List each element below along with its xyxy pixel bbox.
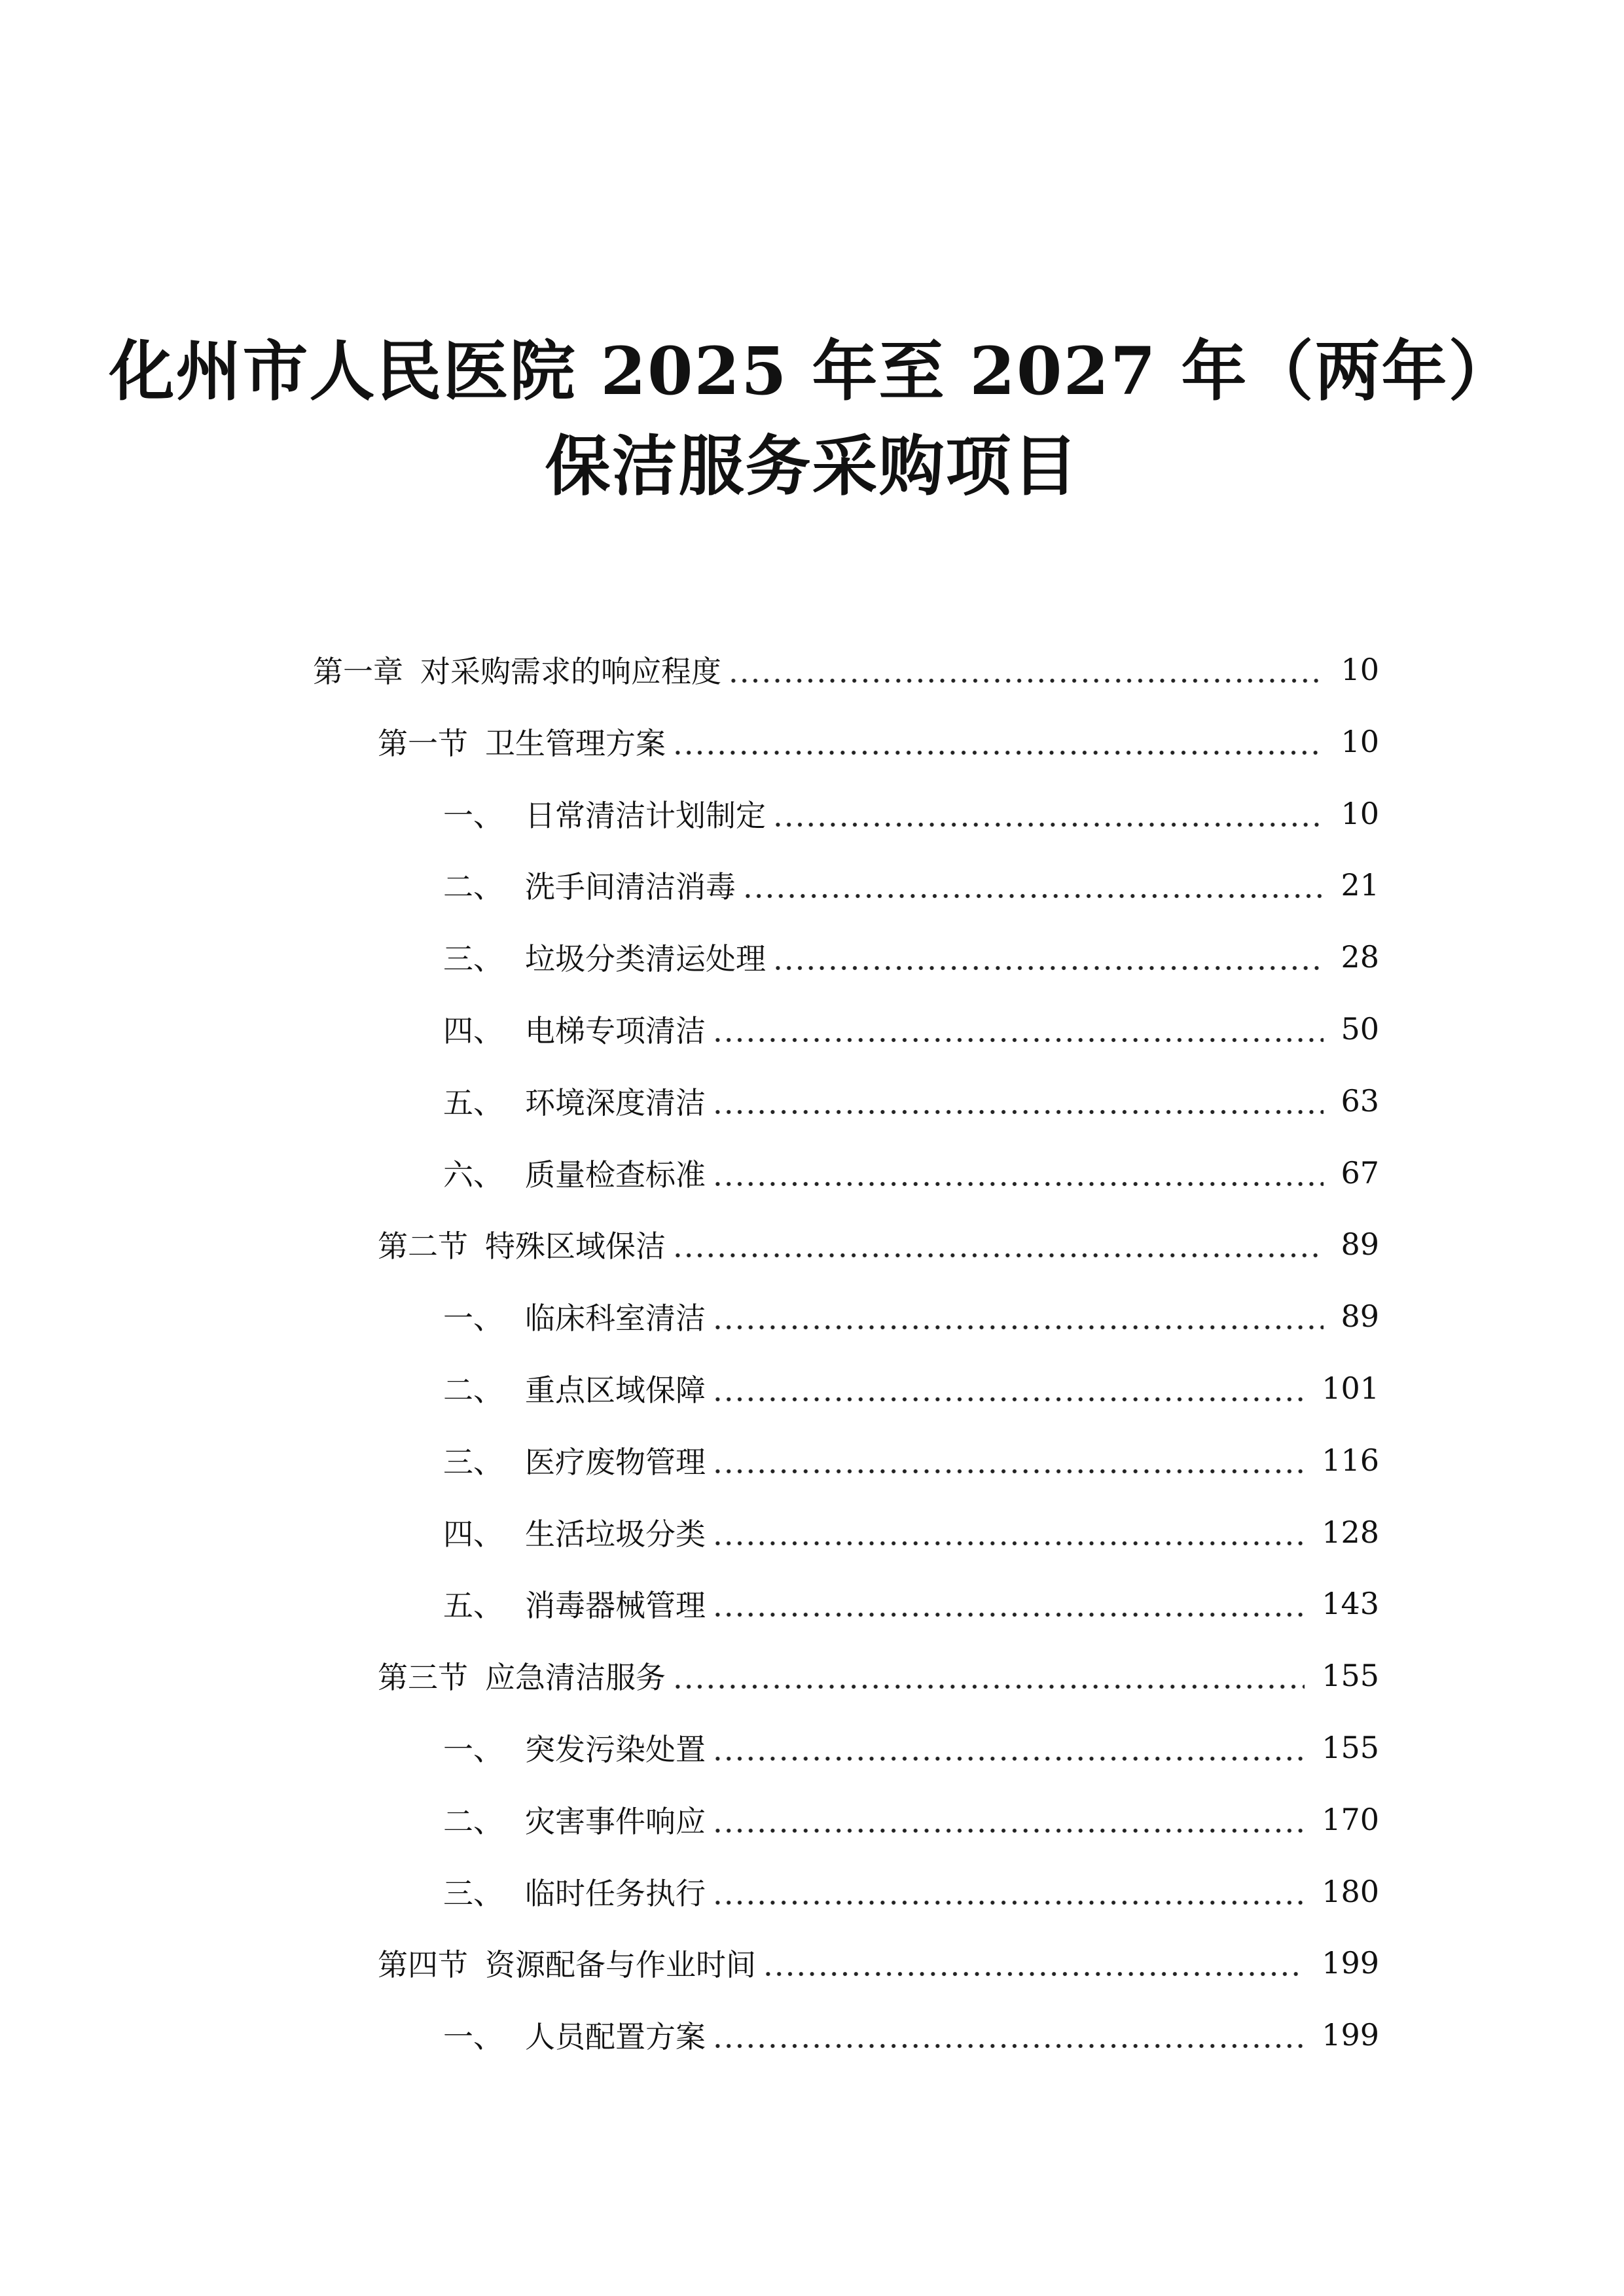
title-line-1: 化州市人民医院 2025 年至 2027 年（两年） xyxy=(109,332,1515,410)
toc-dot-leader xyxy=(712,1876,1305,1907)
toc-entry-label: 重点区域保障 xyxy=(525,1372,706,1408)
toc-entry[interactable] xyxy=(443,1568,1379,1640)
toc-entry-number: 二、 xyxy=(443,1372,503,1408)
toc-entry-label: 垃圾分类清运处理 xyxy=(525,941,766,977)
toc-dot-leader xyxy=(712,1445,1305,1475)
toc-dot-leader xyxy=(712,1373,1305,1403)
toc-dot-leader xyxy=(672,1229,1324,1259)
toc-entry[interactable] xyxy=(443,778,1379,850)
toc-dot-leader xyxy=(772,798,1324,829)
toc-entry-page-number: 89 xyxy=(1341,1299,1379,1335)
toc-entry-number: 三、 xyxy=(443,1444,503,1480)
toc-entry-label: 突发污染处置 xyxy=(525,1732,706,1767)
toc-entry-label: 卫生管理方案 xyxy=(485,725,666,761)
toc-entry-page-number: 28 xyxy=(1341,939,1379,975)
document-title xyxy=(0,324,1624,514)
toc-entry-number: 一、 xyxy=(443,2019,503,2055)
toc-entry-number: 三、 xyxy=(443,1875,503,1911)
toc-dot-leader xyxy=(672,726,1324,757)
toc-dot-leader xyxy=(742,870,1324,900)
toc-entry-page-number: 199 xyxy=(1322,2017,1379,2053)
toc-entry[interactable] xyxy=(443,1352,1379,1424)
title-line-2: 保洁服务采购项目 xyxy=(545,427,1079,505)
toc-entry[interactable] xyxy=(443,1280,1379,1352)
toc-entry-page-number: 180 xyxy=(1322,1873,1379,1909)
toc-entry-number: 四、 xyxy=(443,1516,503,1552)
toc-entry-number: 一、 xyxy=(443,1732,503,1767)
toc-entry-number: 第三节 xyxy=(378,1660,468,1696)
toc-entry-number: 第一节 xyxy=(378,725,468,761)
toc-dot-leader xyxy=(712,2020,1305,2050)
toc-dot-leader xyxy=(772,942,1324,972)
toc-entry[interactable] xyxy=(443,921,1379,993)
toc-entry-number: 五、 xyxy=(443,1588,503,1624)
toc-entry[interactable] xyxy=(443,1137,1379,1209)
toc-entry-number: 二、 xyxy=(443,869,503,905)
toc-entry-number: 三、 xyxy=(443,941,503,977)
toc-entry[interactable] xyxy=(443,1999,1379,2071)
toc-entry[interactable] xyxy=(443,1424,1379,1496)
toc-entry-label: 临床科室清洁 xyxy=(525,1300,706,1336)
toc-entry-page-number: 116 xyxy=(1322,1442,1379,1478)
toc-entry[interactable] xyxy=(443,1712,1379,1784)
toc-dot-leader xyxy=(712,1732,1305,1763)
toc-entry-page-number: 10 xyxy=(1341,652,1379,687)
toc-entry-number: 一、 xyxy=(443,1300,503,1336)
toc-entry-label: 电梯专项清洁 xyxy=(525,1013,706,1049)
toc-entry[interactable] xyxy=(378,1208,1379,1280)
toc-entry[interactable] xyxy=(313,634,1379,706)
toc-entry-label: 质量检查标准 xyxy=(525,1157,706,1193)
toc-entry-number: 一、 xyxy=(443,797,503,833)
toc-entry-number: 四、 xyxy=(443,1013,503,1049)
toc-entry-number: 第二节 xyxy=(378,1229,468,1265)
toc-dot-leader xyxy=(728,655,1324,685)
toc-entry-number: 第一章 xyxy=(313,654,403,689)
toc-entry-label: 洗手间清洁消毒 xyxy=(525,869,736,905)
toc-entry-label: 灾害事件响应 xyxy=(525,1803,706,1839)
toc-entry[interactable] xyxy=(378,706,1379,778)
toc-entry-label: 特殊区域保洁 xyxy=(485,1229,666,1265)
toc-entry-page-number: 67 xyxy=(1341,1155,1379,1191)
toc-entry-number: 二、 xyxy=(443,1803,503,1839)
toc-entry-page-number: 21 xyxy=(1341,867,1379,903)
toc-entry[interactable] xyxy=(443,849,1379,921)
toc-entry-page-number: 10 xyxy=(1341,723,1379,759)
toc-dot-leader xyxy=(712,1517,1305,1547)
toc-dot-leader xyxy=(672,1660,1305,1691)
toc-dot-leader xyxy=(712,1158,1324,1188)
toc-dot-leader xyxy=(712,1014,1324,1044)
toc-entry-page-number: 128 xyxy=(1322,1514,1379,1550)
toc-entry-page-number: 170 xyxy=(1322,1801,1379,1837)
toc-entry[interactable] xyxy=(443,1856,1379,1928)
toc-entry-label: 对采购需求的响应程度 xyxy=(420,654,721,689)
toc-entry[interactable] xyxy=(443,1784,1379,1856)
toc-entry-label: 资源配备与作业时间 xyxy=(485,1947,756,1983)
toc-entry-number: 六、 xyxy=(443,1157,503,1193)
toc-entry-page-number: 89 xyxy=(1341,1227,1379,1263)
toc-dot-leader xyxy=(763,1948,1305,1978)
toc-dot-leader xyxy=(712,1086,1324,1116)
toc-entry[interactable] xyxy=(378,1927,1379,1999)
toc-entry-label: 环境深度清洁 xyxy=(525,1085,706,1121)
toc-entry[interactable] xyxy=(443,1065,1379,1137)
toc-entry-label: 应急清洁服务 xyxy=(485,1660,666,1696)
toc-entry-page-number: 10 xyxy=(1341,795,1379,831)
toc-entry-page-number: 155 xyxy=(1322,1730,1379,1765)
toc-entry[interactable] xyxy=(443,1496,1379,1568)
toc-entry[interactable] xyxy=(378,1640,1379,1712)
toc-entry-page-number: 50 xyxy=(1341,1011,1379,1047)
toc-entry[interactable] xyxy=(443,993,1379,1065)
toc-dot-leader xyxy=(712,1301,1324,1331)
toc-entry-page-number: 101 xyxy=(1322,1371,1379,1406)
toc-entry-page-number: 143 xyxy=(1322,1586,1379,1622)
toc-entry-page-number: 155 xyxy=(1322,1658,1379,1694)
toc-entry-label: 医疗废物管理 xyxy=(525,1444,706,1480)
toc-entry-label: 日常清洁计划制定 xyxy=(525,797,766,833)
toc-entry-label: 生活垃圾分类 xyxy=(525,1516,706,1552)
toc-entry-page-number: 63 xyxy=(1341,1083,1379,1119)
toc-entry-number: 第四节 xyxy=(378,1947,468,1983)
toc-dot-leader xyxy=(712,1804,1305,1835)
toc-entry-label: 消毒器械管理 xyxy=(525,1588,706,1624)
toc-entry-page-number: 199 xyxy=(1322,1945,1379,1981)
toc-entry-label: 人员配置方案 xyxy=(525,2019,706,2055)
toc-dot-leader xyxy=(712,1588,1305,1619)
toc-entry-number: 五、 xyxy=(443,1085,503,1121)
toc-entry-label: 临时任务执行 xyxy=(525,1875,706,1911)
